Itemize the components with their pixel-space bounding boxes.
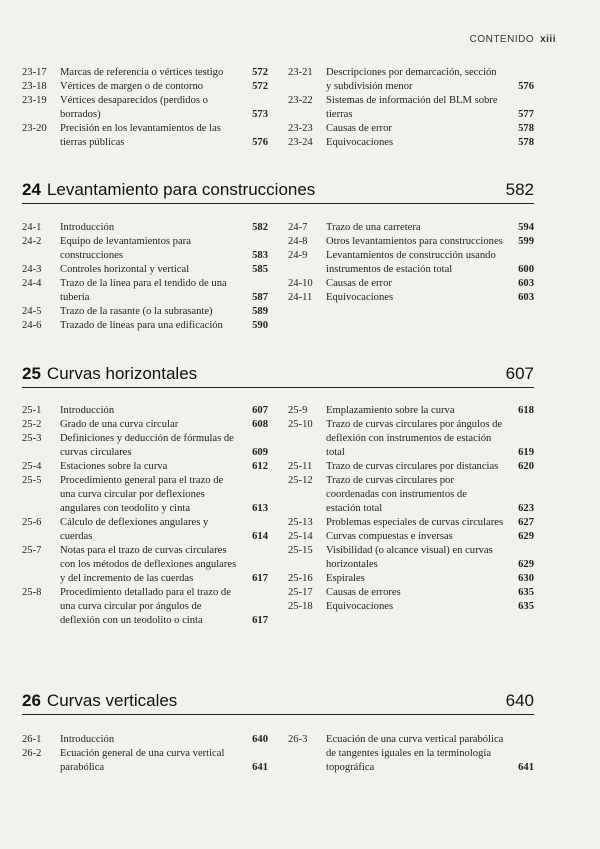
toc-entry[interactable]: 25-5 Procedimiento general para el trazo de una curva circular por deflexiones angulares con teodolito y cinta 613 bbox=[22, 475, 268, 514]
toc-entry[interactable]: 23-23 Causas de error 578 bbox=[288, 123, 534, 134]
toc-entry[interactable]: 24-3 Controles horizontal y vertical 585 bbox=[22, 264, 268, 275]
toc-entry[interactable]: 25-11 Trazo de curvas circulares por distancias 620 bbox=[288, 461, 534, 472]
chapter-24-heading[interactable]: 24 Levantamiento para construcciones 582 bbox=[22, 180, 534, 204]
toc-left-column bbox=[22, 733, 268, 775]
toc-entry[interactable]: 25-9 Emplazamiento sobre la curva 618 bbox=[288, 405, 534, 416]
chapter-page: 640 bbox=[505, 691, 534, 710]
toc-left-column bbox=[22, 221, 268, 333]
toc-right-column bbox=[288, 66, 534, 150]
toc-left-column bbox=[22, 404, 268, 628]
chapter-25-heading[interactable]: 25 Curvas horizontales 607 bbox=[22, 364, 534, 388]
toc-entry[interactable]: 25-10 Trazo de curvas circulares por ángulos de deflexión con instrumentos de estación total 619 bbox=[288, 419, 534, 458]
toc-entry[interactable]: 25-3 Definiciones y deducción de fórmulas de curvas circulares 609 bbox=[22, 433, 268, 458]
toc-entry[interactable]: 25-4 Estaciones sobre la curva 612 bbox=[22, 461, 268, 472]
toc-entry[interactable]: 24-11 Equivocaciones 603 bbox=[288, 292, 534, 303]
toc-entry[interactable]: 25-16 Espirales 630 bbox=[288, 573, 534, 584]
toc-entry[interactable]: 23-19 Vértices desaparecidos (perdidos o borrados) 573 bbox=[22, 95, 268, 120]
chapter-page: 582 bbox=[505, 180, 534, 199]
toc-entry[interactable]: 25-8 Procedimiento detallado para el trazo de una curva circular por ángulos de deflexión con un teodolito o cinta 617 bbox=[22, 587, 268, 626]
chapter-26-entries bbox=[22, 733, 534, 775]
toc-right-column bbox=[288, 221, 534, 333]
toc-right-column bbox=[288, 404, 534, 628]
chapter-page: 607 bbox=[505, 364, 534, 383]
toc-entry[interactable]: 26-3 Ecuación de una curva vertical parabólica de tangentes iguales en la terminología topográfica 641 bbox=[288, 734, 534, 773]
toc-entry[interactable]: 24-9 Levantamientos de construcción usando instrumentos de estación total 600 bbox=[288, 250, 534, 275]
toc-entry[interactable]: 25-7 Notas para el trazo de curvas circulares con los métodos de deflexiones angulares y del incremento de las cuerdas 617 bbox=[22, 545, 268, 584]
toc-left-column bbox=[22, 66, 268, 150]
toc-entry[interactable]: 24-1 Introducción 582 bbox=[22, 222, 268, 233]
toc-entry[interactable]: 25-1 Introducción 607 bbox=[22, 405, 268, 416]
toc-entry[interactable]: 25-2 Grado de una curva circular 608 bbox=[22, 419, 268, 430]
header-page-number: xiii bbox=[540, 34, 556, 45]
chapter-23-continuation bbox=[22, 66, 534, 150]
toc-entry[interactable]: 23-20 Precisión en los levantamientos de las tierras públicas 576 bbox=[22, 123, 268, 148]
toc-entry[interactable]: 25-15 Visibilidad (o alcance visual) en curvas horizontales 629 bbox=[288, 545, 534, 570]
toc-entry[interactable]: 23-18 Vértices de margen o de contorno 572 bbox=[22, 81, 268, 92]
toc-entry[interactable]: 23-24 Equivocaciones 578 bbox=[288, 137, 534, 148]
toc-entry[interactable]: 24-2 Equipo de levantamientos para construcciones 583 bbox=[22, 236, 268, 261]
toc-entry[interactable]: 25-13 Problemas especiales de curvas circulares 627 bbox=[288, 517, 534, 528]
toc-entry[interactable]: 25-6 Cálculo de deflexiones angulares y cuerdas 614 bbox=[22, 517, 268, 542]
chapter-25-entries bbox=[22, 404, 534, 628]
page-header bbox=[470, 34, 556, 45]
toc-entry[interactable]: 23-21 Descripciones por demarcación, sección y subdivisión menor 576 bbox=[288, 67, 534, 92]
header-label: CONTENIDO bbox=[469, 34, 535, 45]
toc-entry[interactable]: 24-5 Trazo de la rasante (o la subrasante) 589 bbox=[22, 306, 268, 317]
toc-entry[interactable]: 25-12 Trazo de curvas circulares por coordenadas con instrumentos de estación total 623 bbox=[288, 475, 534, 514]
toc-entry[interactable]: 24-6 Trazado de líneas para una edificación 590 bbox=[22, 320, 268, 331]
toc-entry[interactable]: 25-18 Equivocaciones 635 bbox=[288, 601, 534, 612]
toc-entry[interactable]: 24-10 Causas de error 603 bbox=[288, 278, 534, 289]
toc-right-column bbox=[288, 733, 534, 775]
toc-entry[interactable]: 23-17 Marcas de referencia o vértices testigo 572 bbox=[22, 67, 268, 78]
chapter-24-entries bbox=[22, 221, 534, 333]
toc-entry[interactable]: 25-14 Curvas compuestas e inversas 629 bbox=[288, 531, 534, 542]
toc-entry[interactable]: 23-22 Sistemas de información del BLM sobre tierras 577 bbox=[288, 95, 534, 120]
toc-entry[interactable]: 26-2 Ecuación general de una curva vertical parabólica 641 bbox=[22, 748, 268, 773]
toc-entry[interactable]: 24-8 Otros levantamientos para construcciones 599 bbox=[288, 236, 534, 247]
toc-entry[interactable]: 24-4 Trazo de la línea para el tendido de una tubería 587 bbox=[22, 278, 268, 303]
chapter-26-heading[interactable]: 26 Curvas verticales 640 bbox=[22, 691, 534, 715]
toc-entry[interactable]: 25-17 Causas de errores 635 bbox=[288, 587, 534, 598]
toc-entry[interactable]: 24-7 Trazo de una carretera 594 bbox=[288, 222, 534, 233]
toc-entry[interactable]: 26-1 Introducción 640 bbox=[22, 734, 268, 745]
